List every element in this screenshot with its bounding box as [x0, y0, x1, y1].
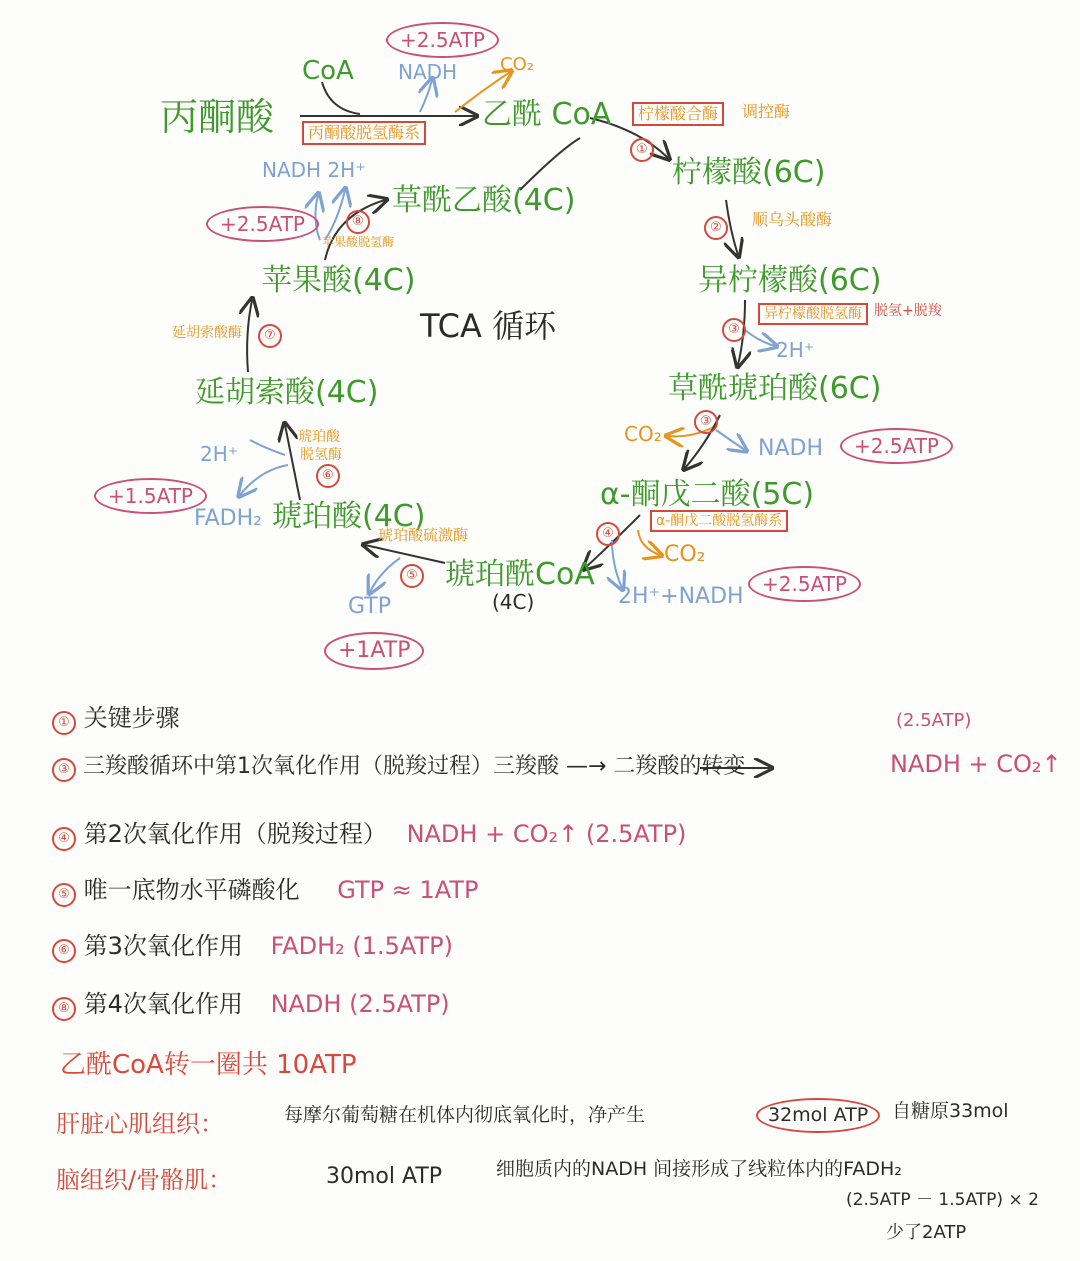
product-co2-step4: CO₂ — [664, 542, 706, 567]
note-8 — [52, 992, 450, 1021]
compound-citrate: 柠檬酸(6C) — [672, 155, 826, 190]
enzyme-idh: 异柠檬酸脱氢酶 — [758, 303, 868, 325]
compound-oxaloacetate: 草酰乙酸(4C) — [392, 183, 576, 218]
arrow-h8 — [325, 190, 345, 240]
summary-liver-glycogen: 自糖原33mol — [892, 1100, 1009, 1122]
note-8-text: 第4次氧化作用 — [83, 990, 243, 1018]
product-co2-top: CO₂ — [500, 54, 534, 75]
note-3-text: 三羧酸循环中第1次氧化作用（脱羧过程）三羧酸 —→ 二羧酸的转变 — [83, 754, 746, 779]
arrow-h3 — [745, 330, 775, 346]
enzyme-idh-note: 脱氢+脱羧 — [874, 303, 942, 319]
enzyme-sdh-1: 琥珀酸 — [298, 429, 340, 445]
note-1 — [52, 706, 180, 735]
product-nadh-step4: 2H⁺+NADH — [618, 584, 744, 609]
note-3-extra-top: (2.5ATP) — [896, 710, 972, 731]
product-h-step6: 2H⁺ — [200, 442, 239, 466]
compound-fumarate: 延胡索酸(4C) — [195, 375, 379, 410]
step-number-2: ② — [704, 216, 728, 240]
compound-succinyl-coa-carbons: (4C) — [492, 590, 535, 614]
note-4-number: ④ — [52, 827, 76, 851]
summary-liver-label: 肝脏心肌组织： — [56, 1110, 224, 1138]
arrow-nadh-4 — [612, 540, 622, 588]
note-8-number: ⑧ — [52, 997, 76, 1021]
diagram-title: TCA 循环 — [420, 307, 557, 345]
step-number-8: ⑧ — [346, 210, 370, 234]
step-number-7: ⑦ — [258, 324, 282, 348]
note-5 — [52, 878, 478, 907]
note-6-text: 第3次氧化作用 — [83, 932, 243, 960]
summary-liver-highlight: 32mol ATP — [756, 1098, 880, 1133]
product-h-step3: 2H⁺ — [776, 338, 815, 362]
note-6-extra: FADH₂ (1.5ATP) — [270, 932, 453, 960]
product-co2-step3: CO₂ — [624, 422, 662, 446]
note-3 — [52, 756, 745, 782]
step-number-4: ④ — [596, 522, 620, 546]
arrow-succoa-succ — [365, 545, 445, 563]
arrow-co2-4 — [638, 530, 660, 555]
summary-liver-text: 每摩尔葡萄糖在机体内彻底氧化时，净产生 — [284, 1104, 646, 1126]
compound-acetyl-coa: 乙酰 CoA — [482, 97, 612, 132]
step-number-3a: ③ — [722, 318, 746, 342]
compound-coa: CoA — [302, 56, 354, 86]
note-4-text: 第2次氧化作用（脱羧过程） — [83, 820, 387, 848]
summary-brain-note: 细胞质内的NADH 间接形成了线粒体内的FADH₂ — [496, 1158, 902, 1180]
note-1-number: ① — [52, 711, 76, 735]
compound-isocitrate: 异柠檬酸(6C) — [698, 263, 882, 298]
enzyme-citrate-synthase-note: 调控酶 — [742, 102, 791, 121]
note-4-extra: NADH + CO₂↑ (2.5ATP) — [406, 820, 687, 848]
step-number-6: ⑥ — [316, 464, 340, 488]
note-6 — [52, 934, 453, 963]
atp-badge-top: +2.5ATP — [386, 22, 499, 58]
compound-oxalosuccinate: 草酰琥珀酸(6C) — [668, 371, 882, 406]
atp-badge-step6: +1.5ATP — [94, 478, 207, 514]
note-3-extra: NADH + CO₂↑ — [890, 750, 1062, 778]
atp-badge-step3: +2.5ATP — [840, 428, 953, 464]
note-4 — [52, 822, 686, 851]
enzyme-mdh: 苹果酸脱氢酶 — [322, 235, 395, 249]
arrow-gtp — [370, 558, 400, 592]
compound-malate: 苹果酸(4C) — [262, 263, 416, 298]
atp-badge-step8: +2.5ATP — [206, 206, 319, 242]
note-8-extra: NADH (2.5ATP) — [270, 990, 450, 1018]
product-nadh-step8: NADH 2H⁺ — [262, 158, 366, 182]
arrow-h6 — [250, 440, 285, 455]
compound-succinyl-coa: 琥珀酰CoA — [445, 557, 595, 592]
note-5-extra: GTP ≈ 1ATP — [337, 876, 479, 904]
summary-calc-result: 少了2ATP — [886, 1222, 967, 1243]
summary-calc: (2.5ATP － 1.5ATP) × 2 — [846, 1190, 1039, 1210]
compound-succinate: 琥珀酸(4C) — [272, 499, 426, 534]
arrow-coa-join — [322, 82, 360, 114]
enzyme-akgdh: α-酮戊二酸脱氢酶系 — [650, 510, 788, 532]
summary-brain-label: 脑组织/骨骼肌： — [56, 1166, 233, 1194]
step-number-1: ① — [630, 138, 654, 162]
note-5-number: ⑤ — [52, 883, 76, 907]
note-5-text: 唯一底物水平磷酸化 — [83, 876, 300, 904]
step-number-3b: ③ — [694, 410, 718, 434]
product-nadh-step3: NADH — [758, 436, 823, 461]
enzyme-sdh-2: 脱氢酶 — [300, 447, 342, 463]
enzyme-citrate-synthase: 柠檬酸合酶 — [632, 102, 724, 126]
summary-brain-value: 30mol ATP — [326, 1164, 443, 1189]
arrow-fum-mal — [247, 300, 252, 372]
product-fadh2: FADH₂ — [194, 506, 262, 531]
atp-badge-step5: +1ATP — [324, 632, 424, 670]
arrow-fadh2 — [240, 465, 288, 495]
compound-akg: α-酮戊二酸(5C) — [600, 477, 815, 512]
enzyme-fumarase: 延胡索酸酶 — [172, 325, 242, 341]
step-number-5: ⑤ — [400, 564, 424, 588]
product-gtp: GTP — [348, 594, 391, 619]
product-nadh-top: NADH — [398, 60, 458, 84]
note-6-number: ⑥ — [52, 939, 76, 963]
summary-acetyl-total: 乙酰CoA转一圈共 10ATP — [60, 1050, 357, 1080]
enzyme-aconitase: 顺乌头酸酶 — [752, 210, 833, 229]
note-3-number: ③ — [52, 758, 76, 782]
enzyme-pdh: 丙酮酸脱氢酶系 — [302, 121, 426, 145]
arrow-nadh-top — [420, 80, 432, 112]
arrow-nadh-3 — [716, 430, 745, 450]
enzyme-scs: 琥珀酸硫激酶 — [378, 526, 469, 544]
note-1-text: 关键步骤 — [83, 704, 180, 732]
compound-pyruvate: 丙酮酸 — [160, 95, 275, 139]
atp-badge-step4: +2.5ATP — [748, 566, 861, 602]
